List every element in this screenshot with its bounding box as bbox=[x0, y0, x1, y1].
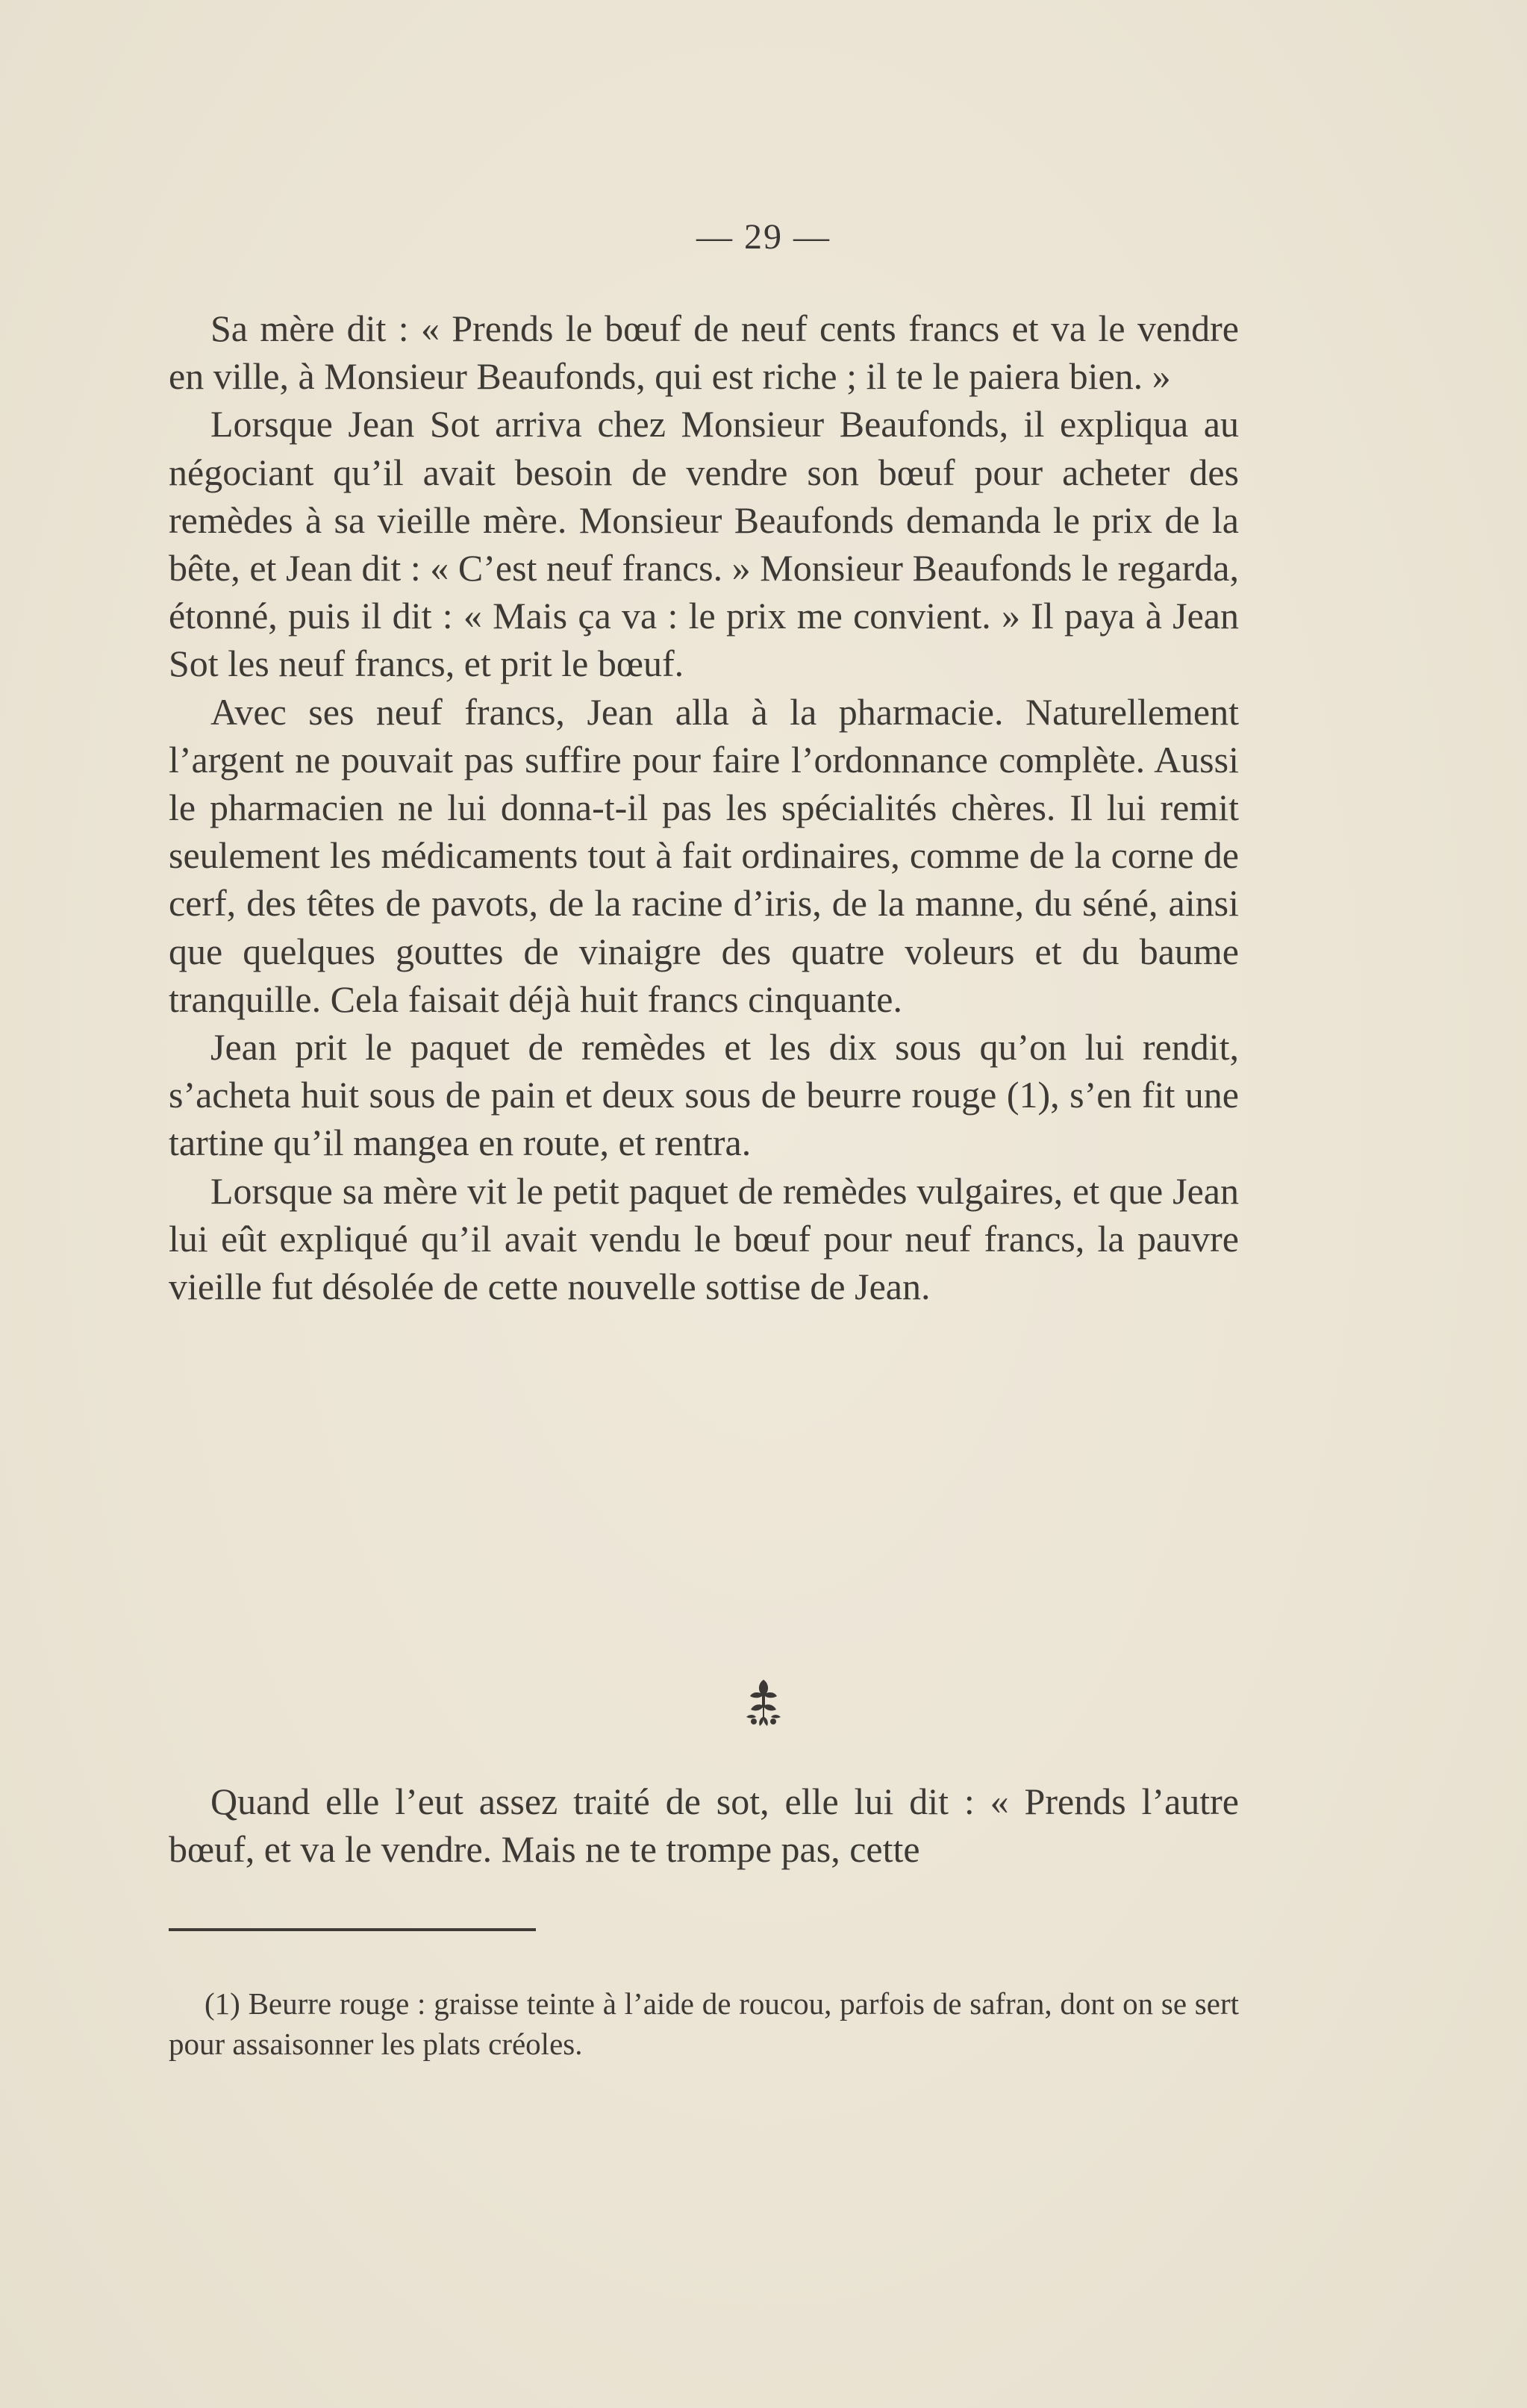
fleuron-icon bbox=[0, 1675, 1527, 1735]
continued-text bbox=[169, 1777, 1239, 1873]
main-text bbox=[169, 304, 1239, 1310]
footnote bbox=[169, 1983, 1239, 2064]
paragraph: Sa mère dit : « Prends le bœuf de neuf cents francs et va le vendre en ville, à Monsieur Beaufonds, qui est riche ; il te le paiera bien. » bbox=[169, 307, 1239, 398]
footnote-text: (1) Beurre rouge : graisse teinte à l’aide de roucou, parfois de safran, dont on se sert pour assaisonner les plats créoles. bbox=[169, 1986, 1239, 2061]
paragraph: Quand elle l’eut assez traité de sot, elle lui dit : « Prends l’autre bœuf, et va le vendre. Mais ne te trompe pas, cette bbox=[169, 1780, 1239, 1871]
paragraph: Lorsque sa mère vit le petit paquet de remèdes vulgaires, et que Jean lui eût expliqué qu’il avait vendu le bœuf pour neuf francs, la pauvre vieille fut désolée de cette nouvelle sottise de Jean. bbox=[169, 1169, 1239, 1308]
page-number: — 29 — bbox=[696, 217, 831, 257]
footnote-rule bbox=[169, 1928, 536, 1931]
fleuron-icon-graphic bbox=[737, 1675, 790, 1733]
paragraph: Lorsque Jean Sot arriva chez Monsieur Beaufonds, il expliqua au négociant qu’il avait besoin de vendre son bœuf pour acheter des remèdes à sa vieille mère. Monsieur Beaufonds demanda le prix de la bête, et Jean dit : « C’est neuf francs. » Monsieur Beaufonds le regarda, étonné, puis il dit : « Mais ça va : le prix me convient. » Il paya à Jean Sot les neuf francs, et prit le bœuf. bbox=[169, 403, 1239, 685]
paragraph: Avec ses neuf francs, Jean alla à la pharmacie. Naturellement l’argent ne pouvait pas suffire pour faire l’ordonnance complète. Aussi le pharmacien ne lui donna-t-il pas les spécialités chères. Il lui remit seulement les médicaments tout à fait ordinaires, comme de la corne de cerf, des têtes de pavots, de la racine d’iris, de la manne, du séné, ainsi que quelques gouttes de vinaigre des quatre voleurs et du baume tranquille. Cela faisait déjà huit francs cinquante. bbox=[169, 690, 1239, 1020]
paragraph: Jean prit le paquet de remèdes et les dix sous qu’on lui rendit, s’acheta huit sous de pain et deux sous de beurre rouge (1), s’en fit une tartine qu’il mangea en route, et rentra. bbox=[169, 1026, 1239, 1164]
